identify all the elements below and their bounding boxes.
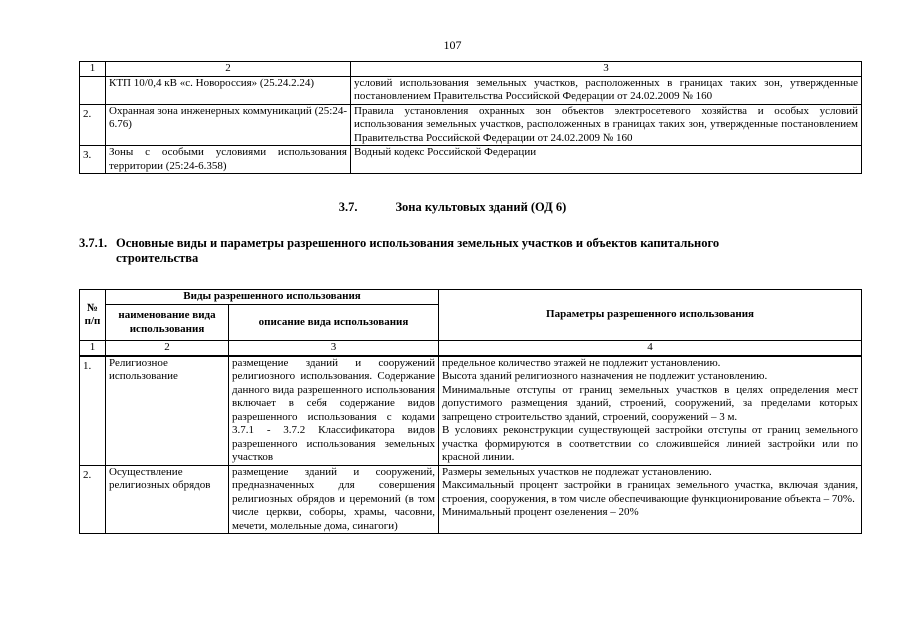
col-number-cell: 2 bbox=[106, 62, 351, 77]
use-name: Осуществление религиозных обрядов bbox=[106, 465, 229, 534]
table-row bbox=[80, 146, 862, 174]
parameter-line: Высота зданий религиозного назначения не подлежит установлению. bbox=[442, 370, 768, 382]
zones-table bbox=[79, 61, 862, 174]
subsection-heading-line1: Основные виды и параметры разрешенного использования земельных участков и объектов капитального bbox=[116, 236, 720, 250]
header-kinds: Виды разрешенного использования bbox=[106, 290, 439, 305]
use-description: размещение зданий и сооружений, предназначенных для совершения религиозных обрядов и церемоний (в том числе церкви, соборы, храмы, часовни, мечети, молельные дома, синагоги) bbox=[229, 465, 439, 534]
col-number-cell: 1 bbox=[80, 341, 106, 356]
parameter-line: предельное количество этажей не подлежит установлению. bbox=[442, 356, 721, 369]
parameter-line: Максимальный процент застройки в границах земельного участка, включая здания, строения, сооружения, в том числе обеспечивающие функционирование объекта – 70%. bbox=[442, 479, 859, 505]
zone-document: Правила установления охранных зон объектов электросетевого хозяйства и особых условий использования земельных участков, расположенных в границах таких зон, утвержденные постановлением Правительства Российской Федерации от 24.02.2009 № 160 bbox=[351, 104, 862, 146]
parameter-line: Минимальные отступы от границ земельных участков в целях определения мест допустимого размещения зданий, строений, сооружений, за пределами которых запрещено строительство зданий, строений, сооружений – 3 м. bbox=[442, 383, 859, 423]
subsection-number: 3.7.1. bbox=[79, 236, 108, 250]
use-parameters bbox=[439, 465, 862, 534]
row-number: 3. bbox=[80, 146, 106, 174]
row-number: 2. bbox=[80, 465, 106, 534]
header-desc: описание вида использования bbox=[229, 305, 439, 341]
col-number-cell: 2 bbox=[106, 341, 229, 356]
use-description: размещение зданий и сооружений религиозного использования. Содержание данного вида разрешенного использования включает в себя содержание видов разрешенного использования с кодами 3.7.1 - 3.7.2 Классификатора видов разрешенного использования земельных участков bbox=[229, 356, 439, 466]
section-heading: Зона культовых зданий (ОД 6) bbox=[395, 200, 567, 214]
subsection-title bbox=[79, 236, 859, 266]
table-header-row bbox=[80, 290, 862, 305]
table-row bbox=[80, 104, 862, 146]
table-header-row bbox=[80, 62, 862, 77]
zone-name: КТП 10/0,4 кВ «с. Новороссия» (25.24.2.24) bbox=[106, 76, 351, 104]
row-number bbox=[80, 76, 106, 104]
table-row bbox=[80, 356, 862, 466]
header-name: наименование вида использования bbox=[106, 305, 229, 341]
land-use-table bbox=[79, 289, 862, 534]
page-number: 107 bbox=[443, 38, 462, 52]
table-numbering-row bbox=[80, 341, 862, 356]
col-number-cell: 3 bbox=[351, 62, 862, 77]
col-number-cell: 3 bbox=[229, 341, 439, 356]
table-row bbox=[80, 465, 862, 534]
col-number-cell: 4 bbox=[439, 341, 862, 356]
parameter-line: В условиях реконструкции существующей застройки отступы от границ земельного участка формируются в соответствии со сложившейся линией застройки или по красной линии. bbox=[442, 424, 859, 463]
table-row bbox=[80, 76, 862, 104]
parameter-line: Минимальный процент озеленения – 20% bbox=[442, 506, 639, 518]
zone-name: Зоны с особыми условиями использования территории (25:24-6.358) bbox=[106, 146, 351, 174]
section-number: 3.7. bbox=[338, 200, 358, 214]
subsection-heading-line2: строительства bbox=[116, 251, 199, 265]
zone-name: Охранная зона инженерных коммуникаций (25:24-6.76) bbox=[106, 104, 351, 146]
parameter-line: Размеры земельных участков не подлежат установлению. bbox=[442, 465, 712, 478]
col-number-cell: 1 bbox=[80, 62, 106, 77]
zone-document: условий использования земельных участков, расположенных в границах таких зон, утвержденные постановлением Правительства Российской Федерации от 24.02.2009 № 160 bbox=[351, 76, 862, 104]
zone-document: Водный кодекс Российской Федерации bbox=[351, 146, 862, 174]
use-name: Религиозное использование bbox=[106, 356, 229, 466]
row-number: 1. bbox=[80, 356, 106, 466]
section-title bbox=[0, 200, 905, 215]
row-number: 2. bbox=[80, 104, 106, 146]
use-parameters bbox=[439, 356, 862, 466]
header-params: Параметры разрешенного использования bbox=[439, 290, 862, 341]
header-num: № п/п bbox=[80, 290, 106, 341]
